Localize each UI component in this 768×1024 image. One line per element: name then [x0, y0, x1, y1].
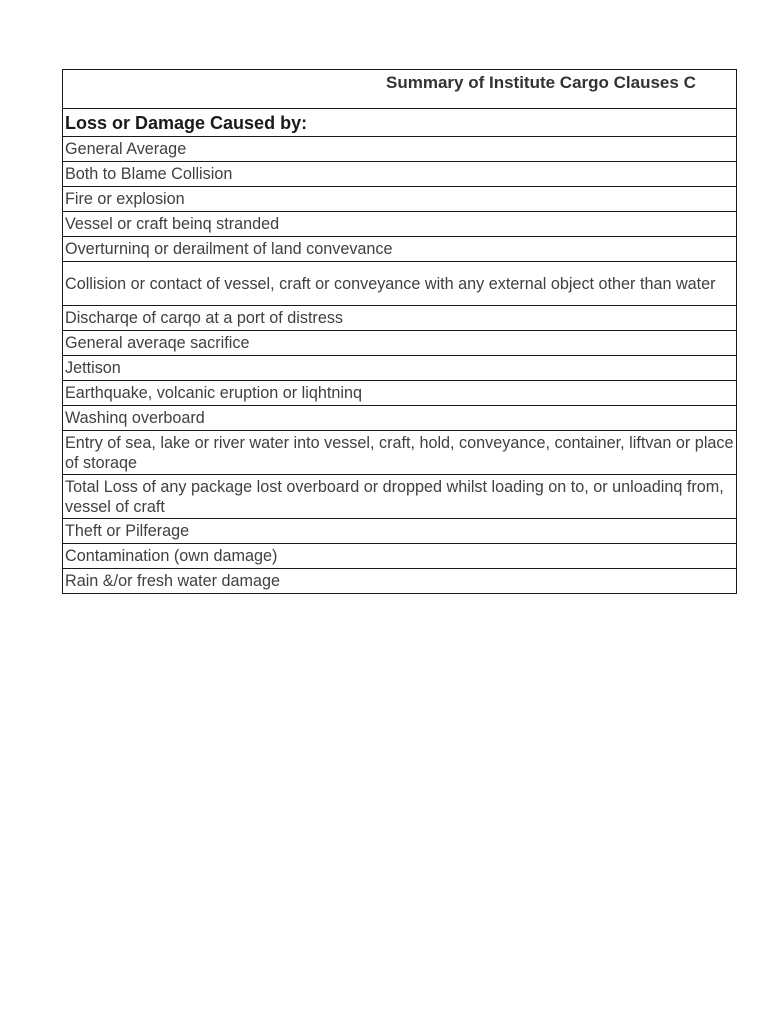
row-label: Entry of sea, lake or river water into vessel, craft, hold, conveyance, container, liftvan or place of storaqe — [63, 431, 737, 475]
table-row — [63, 262, 737, 306]
row-label: Collision or contact of vessel, craft or conveyance with any external object other than water — [63, 262, 737, 306]
row-label: Earthquake, volcanic eruption or liqhtninq — [63, 381, 737, 406]
row-label: Theft or Pilferage — [63, 519, 737, 544]
row-label: Rain &/or fresh water damage — [63, 569, 737, 594]
table-row — [63, 137, 737, 162]
table-row — [63, 569, 737, 594]
table-row — [63, 212, 737, 237]
row-label: Jettison — [63, 356, 737, 381]
row-label: Overturninq or derailment of land convevance — [63, 237, 737, 262]
table-title: Summary of Institute Cargo Clauses C — [386, 73, 696, 92]
table-row — [63, 356, 737, 381]
cargo-clauses-table — [62, 69, 737, 594]
table-row — [63, 406, 737, 431]
table-row — [63, 381, 737, 406]
table-row — [63, 237, 737, 262]
table-row — [63, 162, 737, 187]
title-cell — [63, 70, 737, 109]
table-row — [63, 475, 737, 519]
title-row — [63, 70, 737, 109]
table-row — [63, 331, 737, 356]
row-label: Discharqe of carqo at a port of distress — [63, 306, 737, 331]
row-label: Total Loss of any package lost overboard or dropped whilst loading on to, or unloadinq from, vessel of craft — [63, 475, 737, 519]
row-label: Contamination (own damage) — [63, 544, 737, 569]
row-label: General Average — [63, 137, 737, 162]
column-header: Loss or Damage Caused by: — [63, 109, 737, 137]
header-row — [63, 109, 737, 137]
table-row — [63, 544, 737, 569]
row-label: General averaqe sacrifice — [63, 331, 737, 356]
table-row — [63, 519, 737, 544]
row-label: Both to Blame Collision — [63, 162, 737, 187]
table-row — [63, 431, 737, 475]
row-label: Fire or explosion — [63, 187, 737, 212]
table-row — [63, 306, 737, 331]
row-label: Vessel or craft beinq stranded — [63, 212, 737, 237]
table-row — [63, 187, 737, 212]
row-label: Washinq overboard — [63, 406, 737, 431]
